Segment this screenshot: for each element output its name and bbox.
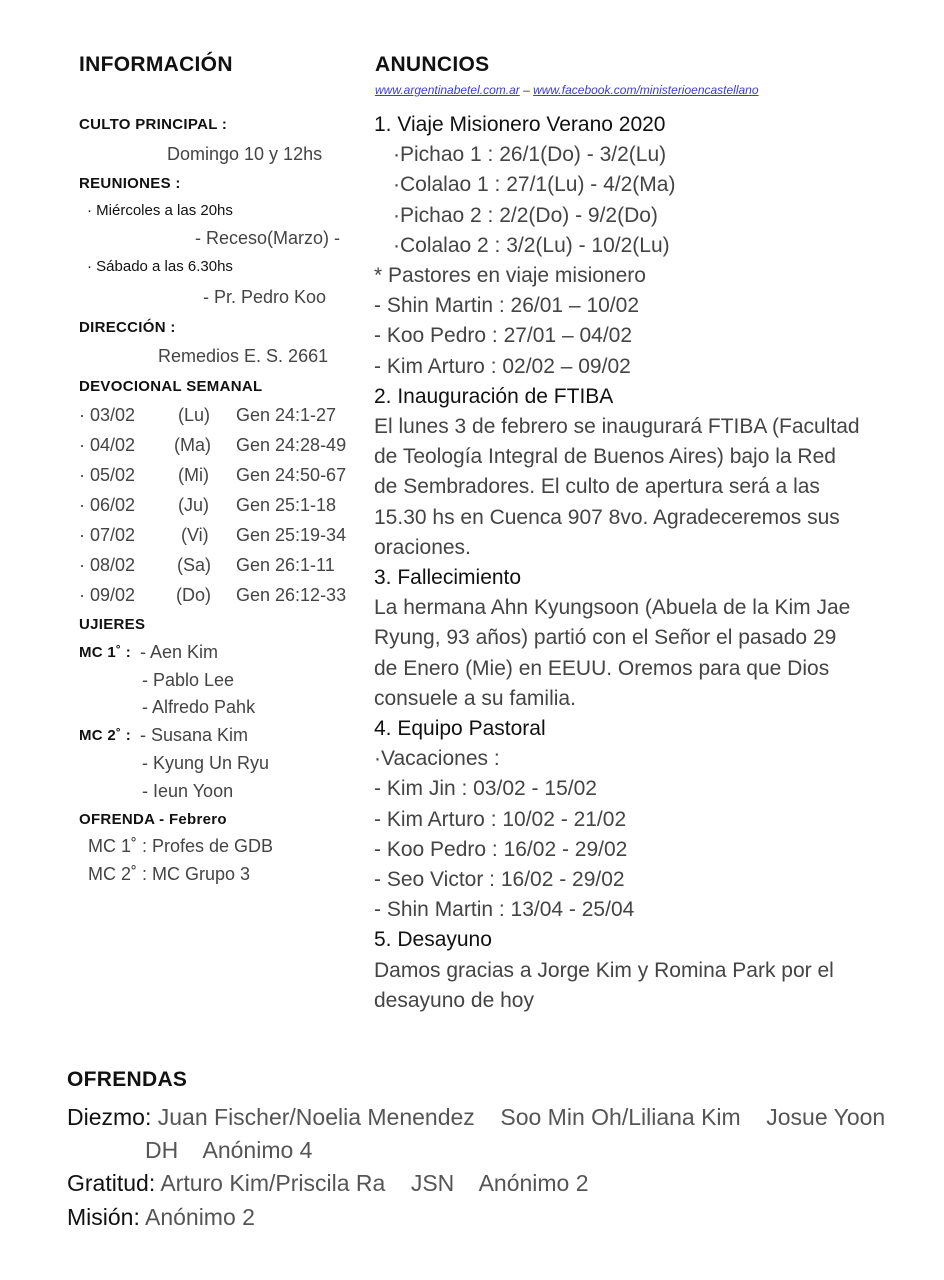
devocional-ref: Gen 26:1-11	[236, 555, 335, 575]
usher-name: - Kyung Un Ryu	[142, 753, 270, 773]
announcement-line: - Koo Pedro : 27/01 – 04/02	[374, 324, 633, 347]
announcement-heading: 4. Equipo Pastoral	[374, 717, 546, 740]
announcement-heading: 3. Fallecimiento	[374, 566, 522, 589]
devocional-day: (Lu)	[178, 405, 211, 425]
announcement-line: de Enero (Mie) en EEUU. Oremos para que Dios	[374, 657, 830, 680]
diezmo-names: Juan Fischer/Noelia Menendez Soo Min Oh/Liliana Kim Josue Yoon	[151, 1104, 886, 1130]
reunion-saturday: · Sábado a las 6.30hs	[87, 258, 233, 275]
announcement-line: Damos gracias a Jorge Kim y Romina Park por el	[374, 959, 834, 982]
usher-name: - Alfredo Pahk	[142, 697, 256, 717]
devocional-ref: Gen 26:12-33	[236, 585, 347, 605]
announcement-line: La hermana Ahn Kyungsoon (Abuela de la Kim Jae	[374, 596, 851, 619]
devocional-day: (Vi)	[181, 525, 209, 545]
gratitud-line	[67, 1170, 589, 1197]
anuncios-title: ANUNCIOS	[375, 53, 490, 76]
direccion-value: Remedios E. S. 2661	[158, 346, 329, 366]
announcement-line: Ryung, 93 años) partió con el Señor el pasado 29	[374, 626, 837, 649]
link-separator: –	[519, 83, 534, 97]
announcement-line: consuele a su familia.	[374, 687, 576, 710]
website-link[interactable]: www.argentinabetel.com.ar	[375, 83, 520, 97]
devocional-ref: Gen 25:1-18	[236, 495, 337, 515]
links-row	[375, 83, 759, 97]
devocional-date: · 05/02	[79, 465, 136, 485]
direccion-label: DIRECCIÓN :	[79, 319, 176, 336]
devocional-ref: Gen 24:1-27	[236, 405, 337, 425]
announcement-line: oraciones.	[374, 536, 471, 559]
announcement-line: de Teología Integral de Buenos Aires) bajo la Red	[374, 445, 836, 468]
ofrenda-mc1: MC 1˚ : Profes de GDB	[88, 836, 274, 856]
devocional-date: · 09/02	[79, 585, 136, 605]
devocional-date: · 08/02	[79, 555, 136, 575]
culto-label: CULTO PRINCIPAL :	[79, 116, 228, 133]
devocional-ref: Gen 24:50-67	[236, 465, 347, 485]
announcement-line: desayuno de hoy	[374, 989, 534, 1012]
announcement-line: de Sembradores. El culto de apertura será a las	[374, 475, 820, 498]
announcement-line: ·Colalao 1 : 27/1(Lu) - 4/2(Ma)	[393, 173, 676, 196]
mision-line	[67, 1204, 255, 1231]
announcement-line: ·Pichao 2 : 2/2(Do) - 9/2(Do)	[393, 204, 658, 227]
announcement-heading: 1. Viaje Misionero Verano 2020	[374, 113, 666, 136]
ujieres-label: UJIERES	[79, 616, 146, 633]
mc2-label: MC 2˚ :	[79, 727, 132, 744]
devocional-day: (Ma)	[174, 435, 211, 455]
announcement-heading: 2. Inauguración de FTIBA	[374, 385, 614, 408]
devocional-label: DEVOCIONAL SEMANAL	[79, 378, 263, 395]
devocional-day: (Mi)	[178, 465, 209, 485]
announcement-line: ·Colalao 2 : 3/2(Lu) - 10/2(Lu)	[393, 234, 670, 257]
mision-names: Anónimo 2	[139, 1204, 255, 1230]
devocional-day: (Ju)	[178, 495, 209, 515]
facebook-link[interactable]: www.facebook.com/ministerioencastellano	[533, 83, 759, 97]
usher-name: - Aen Kim	[140, 642, 219, 662]
ofrendas-title: OFRENDAS	[67, 1068, 188, 1091]
devocional-ref: Gen 25:19-34	[236, 525, 347, 545]
gratitud-names: Arturo Kim/Priscila Ra JSN Anónimo 2	[155, 1170, 589, 1196]
announcement-line: - Seo Victor : 16/02 - 29/02	[374, 868, 625, 891]
announcement-line: * Pastores en viaje misionero	[374, 264, 646, 287]
devocional-date: · 03/02	[79, 405, 136, 425]
reuniones-label: REUNIONES :	[79, 175, 181, 192]
devocional-date: · 07/02	[79, 525, 136, 545]
announcement-line: 15.30 hs en Cuenca 907 8vo. Agradeceremos sus	[374, 506, 840, 529]
reunion-wednesday: · Miércoles a las 20hs	[87, 202, 233, 219]
devocional-ref: Gen 24:28-49	[236, 435, 347, 455]
announcement-line: - Kim Arturo : 02/02 – 09/02	[374, 355, 631, 378]
devocional-date: · 04/02	[79, 435, 136, 455]
devocional-date: · 06/02	[79, 495, 136, 515]
diezmo-label: Diezmo:	[67, 1104, 152, 1130]
usher-name: - Ieun Yoon	[142, 781, 234, 801]
usher-name: - Susana Kim	[140, 725, 249, 745]
announcement-line: - Kim Jin : 03/02 - 15/02	[374, 777, 597, 800]
diezmo-names-cont: DH Anónimo 4	[145, 1137, 313, 1163]
announcement-line: ·Vacaciones :	[374, 747, 500, 770]
announcement-line: ·Pichao 1 : 26/1(Do) - 3/2(Lu)	[393, 143, 667, 166]
announcement-line: - Kim Arturo : 10/02 - 21/02	[374, 808, 627, 831]
gratitud-label: Gratitud:	[67, 1170, 156, 1196]
reunion-saturday-note: - Pr. Pedro Koo	[203, 287, 327, 307]
culto-value: Domingo 10 y 12hs	[167, 144, 323, 164]
ofrenda-label: OFRENDA - Febrero	[79, 811, 227, 828]
announcement-line: El lunes 3 de febrero se inaugurará FTIBA (Facultad	[374, 415, 860, 438]
ofrenda-mc2: MC 2˚ : MC Grupo 3	[88, 864, 251, 884]
usher-name: - Pablo Lee	[142, 670, 235, 690]
mc1-label: MC 1˚ :	[79, 644, 132, 661]
announcement-line: - Shin Martin : 26/01 – 10/02	[374, 294, 639, 317]
announcement-line: - Koo Pedro : 16/02 - 29/02	[374, 838, 628, 861]
announcement-heading: 5. Desayuno	[374, 928, 492, 951]
info-title: INFORMACIÓN	[79, 53, 233, 76]
devocional-day: (Sa)	[177, 555, 212, 575]
devocional-day: (Do)	[176, 585, 211, 605]
mision-label: Misión:	[67, 1204, 140, 1230]
diezmo-line	[67, 1104, 885, 1131]
reunion-wednesday-note: - Receso(Marzo) -	[195, 228, 341, 248]
announcement-line: - Shin Martin : 13/04 - 25/04	[374, 898, 635, 921]
